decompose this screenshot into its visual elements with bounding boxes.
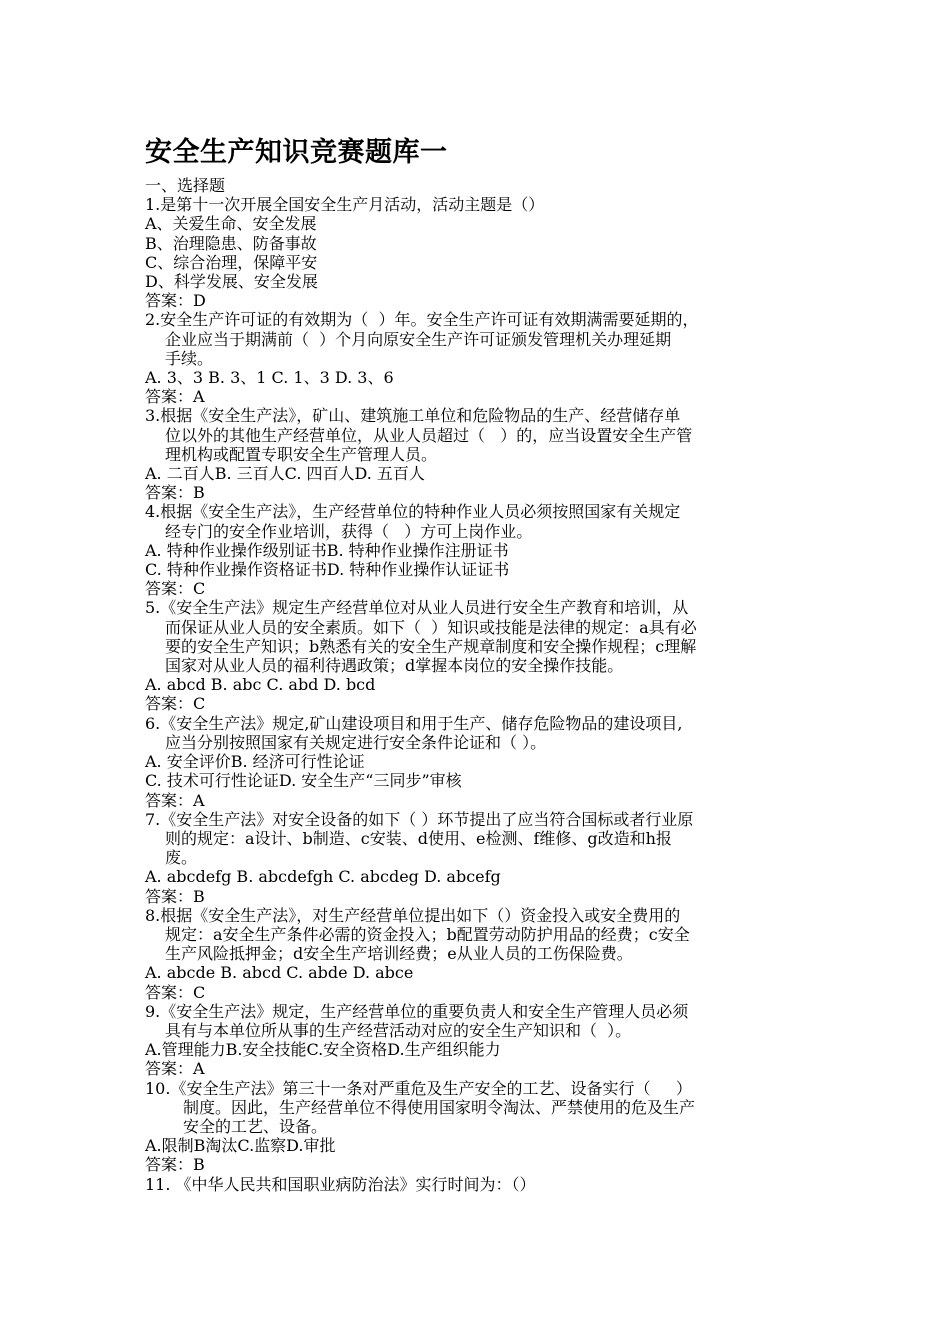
question-text-continued: 手续。 <box>165 348 214 368</box>
answer-key: 答案：B <box>145 886 205 906</box>
question-text-continued: 生产风险抵押金；d安全生产培训经费；e从业人员的工伤保险费。 <box>165 944 633 964</box>
answer-key: 答案：B <box>145 483 205 503</box>
question-block <box>145 598 825 713</box>
answer-option: C. 特种作业操作资格证书D. 特种作业操作认证证书 <box>145 560 510 580</box>
question-text-continued: 要的安全生产知识；b熟悉有关的安全生产规章制度和安全操作规程；c理解 <box>165 636 697 656</box>
question-text: 11. 《中华人民共和国职业病防治法》实行时间为：（） <box>145 1174 536 1194</box>
question-text-continued: 规定：a安全生产条件必需的资金投入；b配置劳动防护用品的经费；c安全 <box>165 924 690 944</box>
answer-option: D、科学发展、安全发展 <box>145 272 318 292</box>
answer-key: 答案：B <box>145 1155 205 1175</box>
question-text-continued: 则的规定：a设计、b制造、c安装、d使用、e检测、f维修、g改造和h报 <box>165 828 672 848</box>
question-text-continued: 理机构或配置专职安全生产管理人员。 <box>165 444 438 464</box>
document-content <box>145 136 825 1194</box>
answer-option: A. 3、3 B. 3、1 C. 1、3 D. 3、6 <box>145 368 394 388</box>
answer-option: A. abcdefg B. abcdefgh C. abcdeg D. abcefg <box>145 867 501 887</box>
question-block <box>145 195 825 310</box>
question-text-continued: 应当分别按照国家有关规定进行安全条件论证和（ ）。 <box>165 732 547 752</box>
question-text-continued: 制度。因此，生产经营单位不得使用国家明令淘汰、严禁使用的危及生产 <box>183 1097 696 1117</box>
question-block <box>145 406 825 502</box>
answer-key: 答案：A <box>145 387 205 407</box>
question-text: 9.《安全生产法》规定，生产经营单位的重要负责人和安全生产管理人员必须 <box>145 1001 689 1021</box>
question-text: 5.《安全生产法》规定生产经营单位对从业人员进行安全生产教育和培训，从 <box>145 598 689 618</box>
question-block <box>145 502 825 598</box>
question-text: 7.《安全生产法》对安全设备的如下（ ）环节提出了应当符合国标或者行业原 <box>145 809 694 829</box>
question-text-continued: 废。 <box>165 848 198 868</box>
question-text: 10.《安全生产法》第三十一条对严重危及生产安全的工艺、设备实行（ ） <box>145 1078 692 1098</box>
question-text-continued: 位以外的其他生产经营单位，从业人员超过（ ）的，应当设置安全生产管 <box>165 425 693 445</box>
question-text: 4.根据《安全生产法》，生产经营单位的特种作业人员必须按照国家有关规定 <box>145 502 681 522</box>
question-text-continued: 具有与本单位所从事的生产经营活动对应的安全生产知识和（ ）。 <box>165 1020 632 1040</box>
answer-option: B、治理隐患、防备事故 <box>145 233 317 253</box>
question-text: 6.《安全生产法》规定,矿山建设项目和用于生产、储存危险物品的建设项目, <box>145 713 683 733</box>
answer-key: 答案：A <box>145 790 205 810</box>
question-list <box>145 195 825 1194</box>
answer-option: A. abcde B. abcd C. abde D. abce <box>145 963 414 983</box>
answer-option: A、关爱生命、安全发展 <box>145 214 317 234</box>
question-text-continued: 而保证从业人员的安全素质。如下（ ）知识或技能是法律的规定：a具有必 <box>165 617 697 637</box>
question-block <box>145 906 825 1002</box>
question-text: 3.根据《安全生产法》，矿山、建筑施工单位和危险物品的生产、经营储存单 <box>145 406 681 426</box>
answer-key: 答案：A <box>145 1059 205 1079</box>
answer-key: 答案：D <box>145 291 206 311</box>
question-text-continued: 安全的工艺、设备。 <box>183 1116 328 1136</box>
question-text-continued: 国家对从业人员的福利待遇政策；d掌握本岗位的安全操作技能。 <box>165 656 624 676</box>
question-text: 2.安全生产许可证的有效期为（ ）年。安全生产许可证有效期满需要延期的， <box>145 310 699 330</box>
question-text: 8.根据《安全生产法》，对生产经营单位提出如下（）资金投入或安全费用的 <box>145 905 681 925</box>
section-heading: 一、选择题 <box>145 176 226 195</box>
question-block <box>145 810 825 906</box>
question-block <box>145 714 825 810</box>
answer-option: A. 特种作业操作级别证书B. 特种作业操作注册证书 <box>145 540 509 560</box>
question-block <box>145 1002 825 1079</box>
document-title: 安全生产知识竞赛题库一 <box>145 137 448 168</box>
answer-key: 答案：C <box>145 982 206 1002</box>
answer-option: A. 安全评价B. 经济可行性论证 <box>145 752 365 772</box>
question-text-continued: 企业应当于期满前（ ）个月向原安全生产许可证颁发管理机关办理延期 <box>165 329 672 349</box>
question-text: 1.是第十一次开展全国安全生产月活动，活动主题是（） <box>145 195 545 215</box>
answer-option: A. abcd B. abc C. abd D. bcd <box>145 675 376 695</box>
question-text-continued: 经专门的安全作业培训，获得（ ）方可上岗作业。 <box>165 521 533 541</box>
answer-option: A.限制B淘汰C.监察D.审批 <box>145 1136 336 1156</box>
question-block <box>145 310 825 406</box>
answer-key: 答案：C <box>145 579 206 599</box>
answer-option: C、综合治理，保障平安 <box>145 252 318 272</box>
question-block <box>145 1175 825 1194</box>
answer-option: A.管理能力B.安全技能C.安全资格D.生产组织能力 <box>145 1040 501 1060</box>
answer-key: 答案：C <box>145 694 206 714</box>
answer-option: A. 二百人B. 三百人C. 四百人D. 五百人 <box>145 464 425 484</box>
answer-option: C. 技术可行性论证D. 安全生产“三同步”审核 <box>145 771 462 791</box>
question-block <box>145 1079 825 1175</box>
